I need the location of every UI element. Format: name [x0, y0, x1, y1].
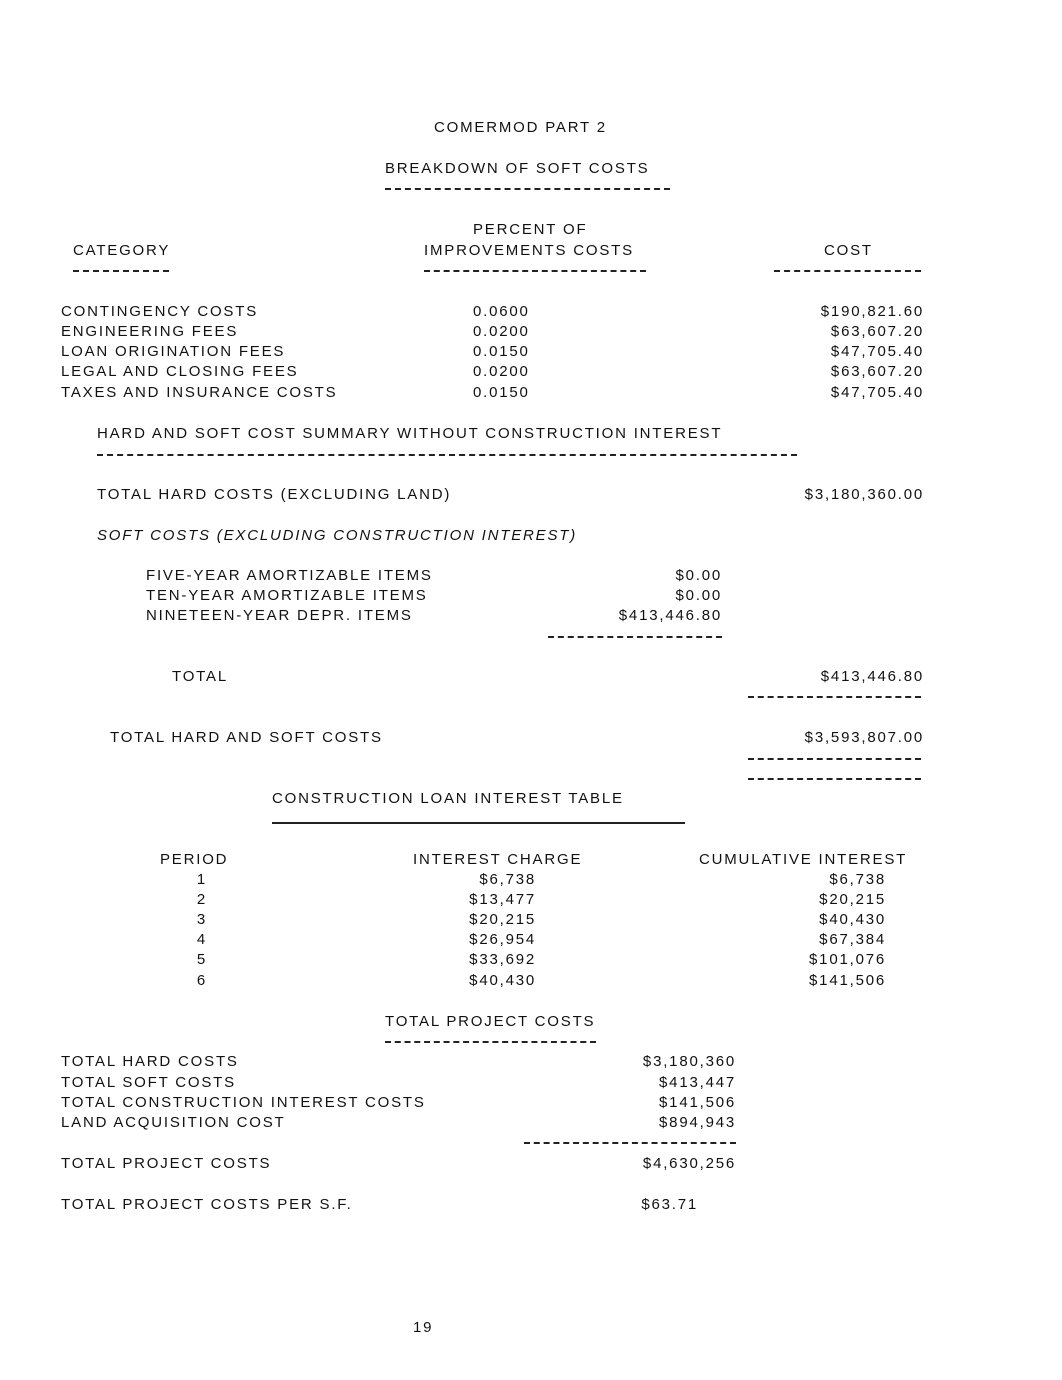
cost-cell: $63,607.20	[830, 363, 924, 380]
per-sf-value: $63.71	[641, 1196, 698, 1213]
page-title: COMERMOD PART 2	[434, 119, 607, 136]
divider	[272, 822, 685, 824]
category-cell: LEGAL AND CLOSING FEES	[61, 363, 299, 380]
cost-header: COST	[824, 242, 873, 259]
category-cell: CONTINGENCY COSTS	[61, 303, 259, 320]
divider	[748, 778, 921, 780]
charge-cell: $33,692	[469, 951, 536, 968]
item-label: NINETEEN-YEAR DEPR. ITEMS	[146, 607, 413, 624]
cost-cell: $47,705.40	[830, 384, 924, 401]
percent-header-line2: IMPROVEMENTS COSTS	[424, 242, 634, 259]
charge-cell: $13,477	[469, 891, 536, 908]
percent-cell: 0.0600	[473, 303, 530, 320]
total-value: $413,446.80	[820, 668, 924, 685]
percent-cell: 0.0150	[473, 343, 530, 360]
cost-cell: $47,705.40	[830, 343, 924, 360]
percent-cell: 0.0200	[473, 323, 530, 340]
percent-cell: 0.0150	[473, 384, 530, 401]
divider	[97, 454, 797, 456]
total-hard-label: TOTAL HARD COSTS (EXCLUDING LAND)	[97, 486, 452, 503]
project-cost-label: TOTAL HARD COSTS	[61, 1053, 239, 1070]
divider	[385, 188, 670, 190]
cost-cell: $190,821.60	[820, 303, 924, 320]
charge-cell: $6,738	[479, 871, 536, 888]
charge-cell: $26,954	[469, 931, 536, 948]
category-cell: LOAN ORIGINATION FEES	[61, 343, 286, 360]
divider	[424, 270, 646, 272]
divider	[385, 1041, 596, 1043]
section-title: BREAKDOWN OF SOFT COSTS	[385, 160, 650, 177]
item-label: TEN-YEAR AMORTIZABLE ITEMS	[146, 587, 428, 604]
interest-table-title: CONSTRUCTION LOAN INTEREST TABLE	[272, 790, 624, 807]
divider	[548, 636, 722, 638]
item-value: $0.00	[675, 587, 722, 604]
project-cost-label: TOTAL SOFT COSTS	[61, 1074, 236, 1091]
divider	[73, 270, 169, 272]
period-cell: 1	[196, 871, 208, 888]
divider	[774, 270, 921, 272]
category-cell: TAXES AND INSURANCE COSTS	[61, 384, 338, 401]
percent-cell: 0.0200	[473, 363, 530, 380]
cumulative-cell: $101,076	[809, 951, 886, 968]
period-cell: 3	[196, 911, 208, 928]
total-project-costs-value: $4,630,256	[642, 1155, 736, 1172]
charge-cell: $40,430	[469, 972, 536, 989]
category-header: CATEGORY	[73, 242, 171, 259]
page-number: 19	[413, 1319, 434, 1336]
grand-total-value: $3,593,807.00	[804, 729, 924, 746]
grand-total-label: TOTAL HARD AND SOFT COSTS	[110, 729, 383, 746]
project-cost-value: $894,943	[659, 1114, 736, 1131]
period-cell: 4	[196, 931, 208, 948]
cost-cell: $63,607.20	[830, 323, 924, 340]
period-cell: 6	[196, 972, 208, 989]
cumulative-cell: $20,215	[819, 891, 886, 908]
project-cost-value: $413,447	[659, 1074, 736, 1091]
cumulative-header: CUMULATIVE INTEREST	[699, 851, 908, 868]
cumulative-cell: $67,384	[819, 931, 886, 948]
cumulative-cell: $141,506	[809, 972, 886, 989]
period-cell: 5	[196, 951, 208, 968]
percent-header-line1: PERCENT OF	[473, 221, 588, 238]
per-sf-label: TOTAL PROJECT COSTS PER S.F.	[61, 1196, 353, 1213]
divider	[748, 758, 921, 760]
total-project-costs-label: TOTAL PROJECT COSTS	[61, 1155, 272, 1172]
project-costs-title: TOTAL PROJECT COSTS	[385, 1013, 596, 1030]
charge-header: INTEREST CHARGE	[413, 851, 583, 868]
total-label: TOTAL	[172, 668, 228, 685]
divider	[524, 1142, 736, 1144]
summary-heading: HARD AND SOFT COST SUMMARY WITHOUT CONSTRUCTION INTEREST	[97, 425, 723, 442]
item-value: $413,446.80	[618, 607, 722, 624]
project-cost-value: $141,506	[659, 1094, 736, 1111]
item-value: $0.00	[675, 567, 722, 584]
project-cost-label: TOTAL CONSTRUCTION INTEREST COSTS	[61, 1094, 426, 1111]
soft-costs-heading: SOFT COSTS (EXCLUDING CONSTRUCTION INTEREST)	[97, 527, 578, 544]
period-cell: 2	[196, 891, 208, 908]
period-header: PERIOD	[160, 851, 229, 868]
cumulative-cell: $40,430	[819, 911, 886, 928]
category-cell: ENGINEERING FEES	[61, 323, 239, 340]
cumulative-cell: $6,738	[829, 871, 886, 888]
divider	[748, 696, 921, 698]
project-cost-value: $3,180,360	[642, 1053, 736, 1070]
charge-cell: $20,215	[469, 911, 536, 928]
item-label: FIVE-YEAR AMORTIZABLE ITEMS	[146, 567, 433, 584]
total-hard-value: $3,180,360.00	[804, 486, 924, 503]
project-cost-label: LAND ACQUISITION COST	[61, 1114, 286, 1131]
